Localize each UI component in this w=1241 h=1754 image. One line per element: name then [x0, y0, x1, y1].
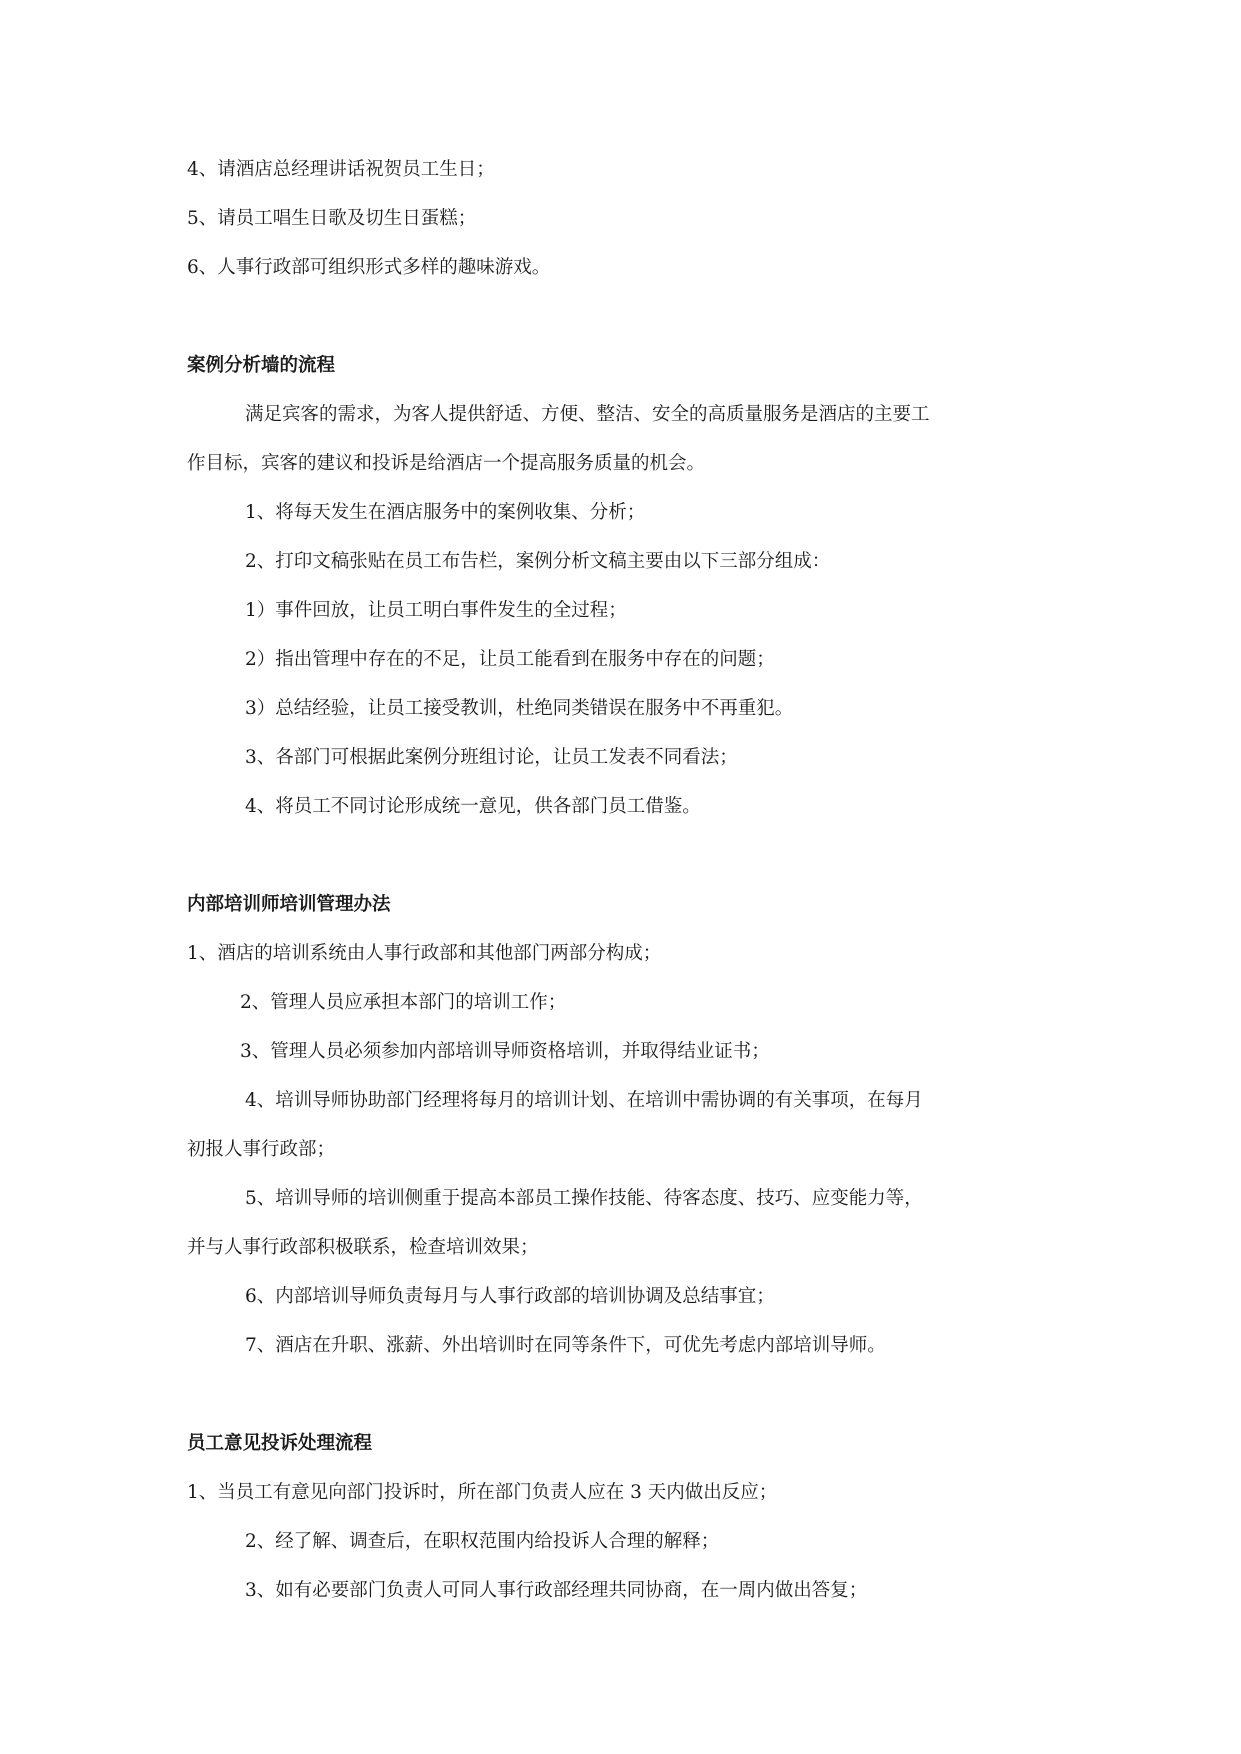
- case-wall-item: 1、将每天发生在酒店服务中的案例收集、分析；: [245, 502, 646, 523]
- intro-item-6: 6、人事行政部可组织形式多样的趣味游戏。: [187, 257, 551, 278]
- complaint-item-3: 3、如有必要部门负责人可同人事行政部经理共同协商，在一周内做出答复；: [245, 1580, 868, 1601]
- trainer-item-3: 3、管理人员必须参加内部培训导师资格培训，并取得结业证书；: [240, 1041, 770, 1062]
- case-wall-subitem: 1）事件回放，让员工明白事件发生的全过程；: [245, 600, 627, 621]
- case-wall-subitem: 2）指出管理中存在的不足，让员工能看到在服务中存在的问题；: [245, 649, 775, 670]
- case-wall-paragraph-line1: 满足宾客的需求，为客人提供舒适、方便、整洁、安全的高质量服务是酒店的主要工: [245, 404, 930, 425]
- intro-item-5: 5、请员工唱生日歌及切生日蛋糕；: [187, 208, 477, 229]
- trainer-item-4-line1: 4、培训导师协助部门经理将每月的培训计划、在培训中需协调的有关事项，在每月: [245, 1090, 923, 1111]
- trainer-item-2: 2、管理人员应承担本部门的培训工作；: [240, 992, 567, 1013]
- trainer-item-1: 1、酒店的培训系统由人事行政部和其他部门两部分构成；: [187, 943, 662, 964]
- case-wall-paragraph-line2: 作目标，宾客的建议和投诉是给酒店一个提高服务质量的机会。: [187, 453, 706, 474]
- case-wall-item: 4、将员工不同讨论形成统一意见，供各部门员工借鉴。: [245, 796, 701, 817]
- trainer-item-6: 6、内部培训导师负责每月与人事行政部的培训协调及总结事宜；: [245, 1286, 775, 1307]
- trainer-item-4-line2: 初报人事行政部；: [187, 1139, 336, 1160]
- case-wall-item: 2、打印文稿张贴在员工布告栏，案例分析文稿主要由以下三部分组成：: [245, 551, 831, 572]
- section-title-complaint: 员工意见投诉处理流程: [187, 1433, 373, 1454]
- complaint-item-1: 1、当员工有意见向部门投诉时，所在部门负责人应在 3 天内做出反应；: [187, 1482, 778, 1503]
- complaint-item-2: 2、经了解、调查后，在职权范围内给投诉人合理的解释；: [245, 1531, 720, 1552]
- trainer-item-7: 7、酒店在升职、涨薪、外出培训时在同等条件下，可优先考虑内部培训导师。: [245, 1335, 886, 1356]
- trainer-item-5-line2: 并与人事行政部积极联系，检查培训效果；: [187, 1237, 539, 1258]
- section-title-case-wall: 案例分析墙的流程: [187, 355, 336, 376]
- case-wall-item: 3、各部门可根据此案例分班组讨论，让员工发表不同看法；: [245, 747, 738, 768]
- trainer-item-5-line1: 5、培训导师的培训侧重于提高本部员工操作技能、待客态度、技巧、应变能力等，: [245, 1188, 923, 1209]
- intro-item-4: 4、请酒店总经理讲话祝贺员工生日；: [187, 159, 495, 180]
- section-title-trainer: 内部培训师培训管理办法: [187, 894, 391, 915]
- case-wall-subitem: 3）总结经验，让员工接受教训，杜绝同类错误在服务中不再重犯。: [245, 698, 794, 719]
